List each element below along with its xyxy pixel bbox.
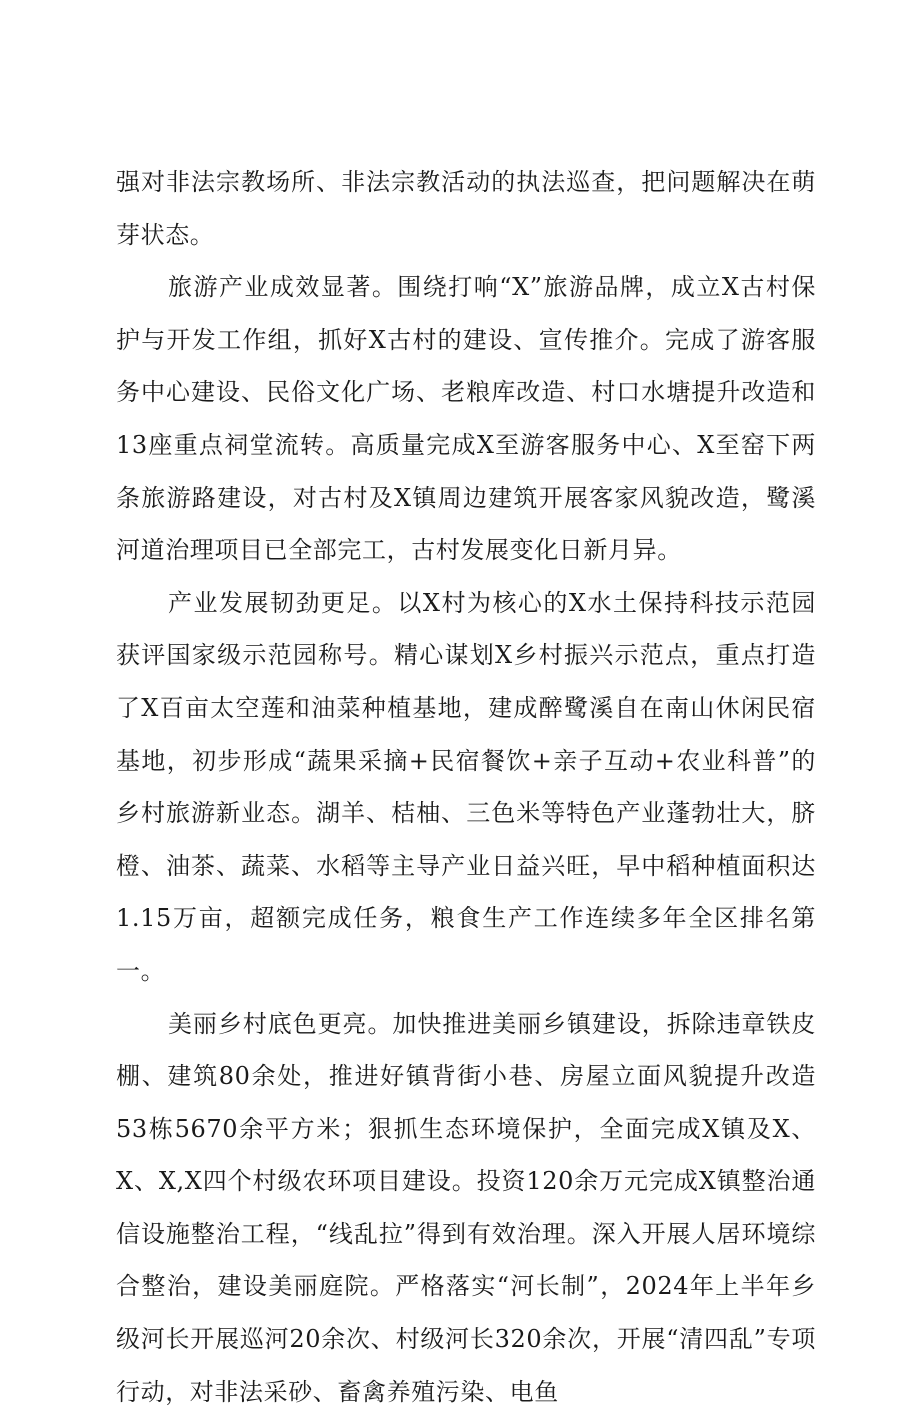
document-body (116, 156, 816, 1418)
paragraph-continuation: 强对非法宗教场所、非法宗教活动的执法巡查，把问题解决在萌芽状态。 (116, 156, 816, 261)
paragraph-beautiful-village: 美丽乡村底色更亮。加快推进美丽乡镇建设，拆除违章铁皮棚、建筑80余处，推进好镇背街小巷、房屋立面风貌提升改造53栋5670余平方米；狠抓生态环境保护，全面完成X镇及X、X、X,X四个村级农环项目建设。投资120余万元完成X镇整治通信设施整治工程，“线乱拉”得到有效治理。深入开展人居环境综合整治，建设美丽庭院。严格落实“河长制”，2024年上半年乡级河长开展巡河20余次、村级河长320余次，开展“清四乱”专项行动，对非法采砂、畜禽养殖污染、电鱼 (116, 998, 816, 1418)
paragraph-tourism: 旅游产业成效显著。围绕打响“X”旅游品牌，成立X古村保护与开发工作组，抓好X古村的建设、宣传推介。完成了游客服务中心建设、民俗文化广场、老粮库改造、村口水塘提升改造和13座重点祠堂流转。高质量完成X至游客服务中心、X至窑下两条旅游路建设，对古村及X镇周边建筑开展客家风貌改造，鹭溪河道治理项目已全部完工，古村发展变化日新月异。 (116, 261, 816, 577)
paragraph-industry: 产业发展韧劲更足。以X村为核心的X水土保持科技示范园获评国家级示范园称号。精心谋划X乡村振兴示范点，重点打造了X百亩太空莲和油菜种植基地，建成醉鹭溪自在南山休闲民宿基地，初步形成“蔬果采摘+民宿餐饮+亲子互动+农业科普”的乡村旅游新业态。湖羊、桔柚、三色米等特色产业蓬勃壮大，脐橙、油茶、蔬菜、水稻等主导产业日益兴旺，早中稻种植面积达1.15万亩，超额完成任务，粮食生产工作连续多年全区排名第一。 (116, 577, 816, 998)
